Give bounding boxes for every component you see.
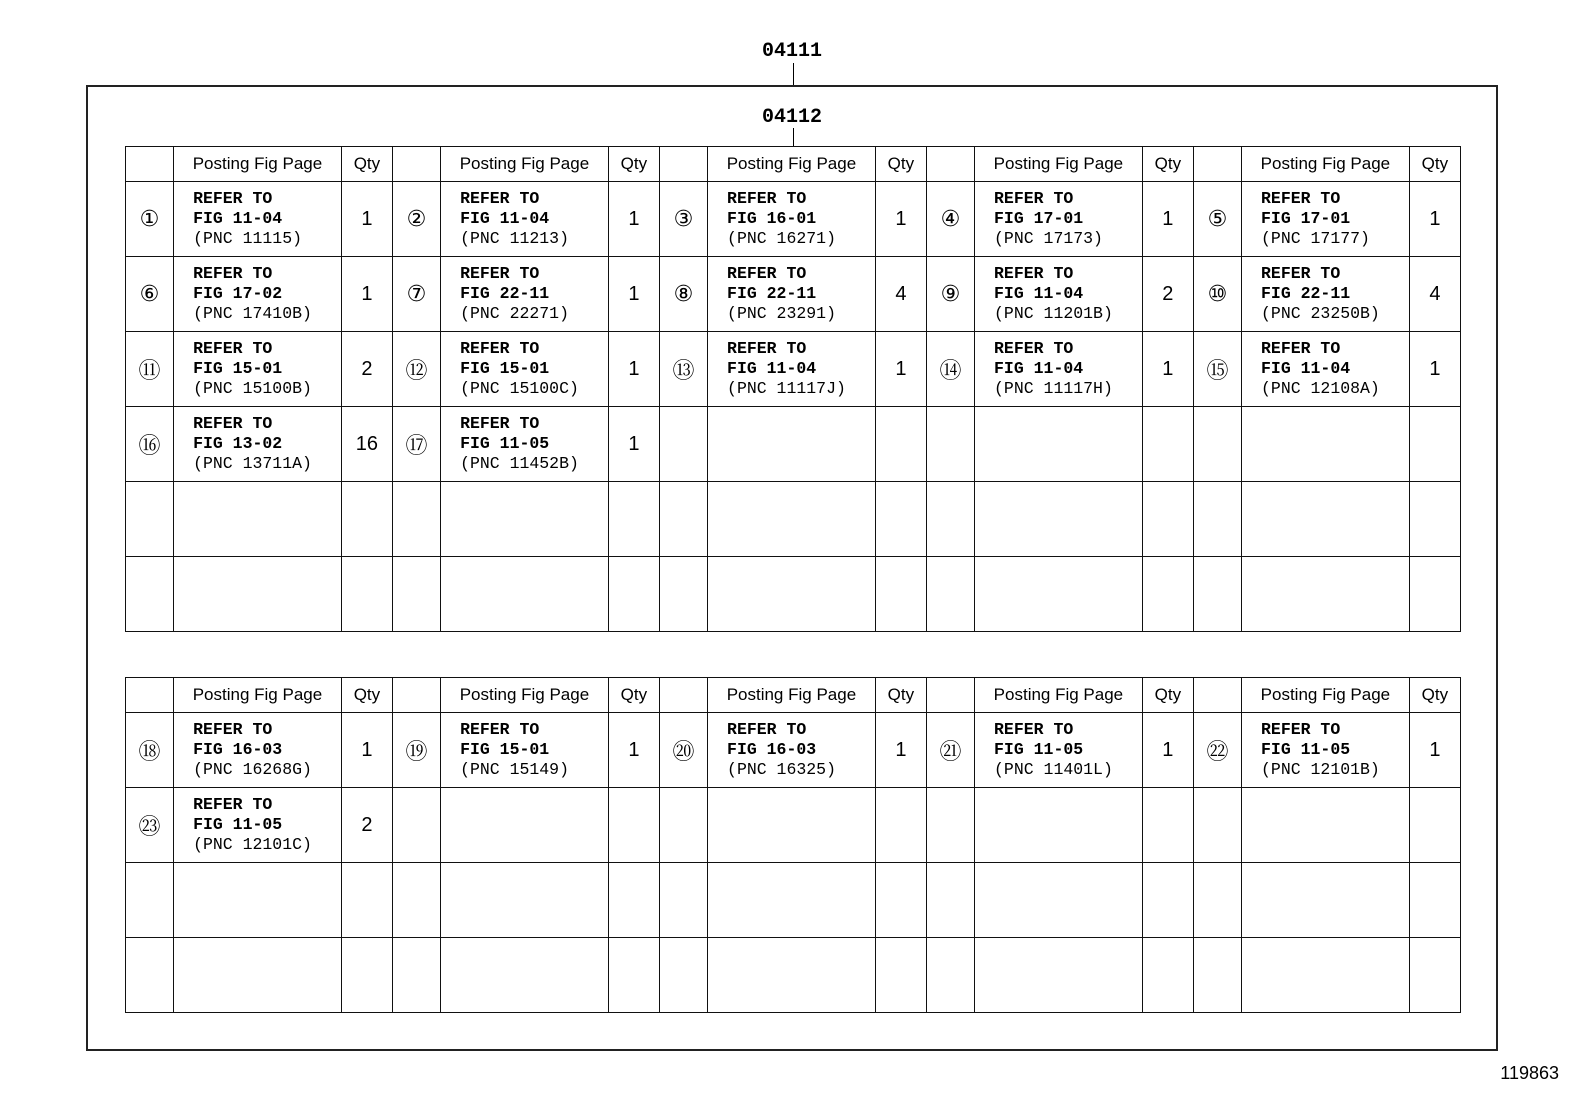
refer-to-text: REFER TO xyxy=(994,189,1074,208)
quantity-cell: 1 xyxy=(875,713,926,788)
callout-number: ㉑ xyxy=(926,713,974,788)
header-blank xyxy=(392,678,440,713)
pnc-text: (PNC 15100C) xyxy=(460,379,579,398)
quantity-cell xyxy=(875,407,926,482)
quantity-cell xyxy=(608,863,659,938)
quantity-cell: 1 xyxy=(341,182,392,257)
quantity-cell: 1 xyxy=(608,713,659,788)
fig-page-text: FIG 11-05 xyxy=(994,740,1084,759)
header-qty: Qty xyxy=(1142,678,1193,713)
quantity-cell xyxy=(1409,788,1460,863)
header-posting: Posting Fig Page xyxy=(174,678,342,713)
quantity-cell: 2 xyxy=(341,788,392,863)
table-row xyxy=(126,557,1461,632)
quantity-cell xyxy=(875,863,926,938)
quantity-cell xyxy=(341,557,392,632)
quantity-cell xyxy=(875,482,926,557)
pnc-text: (PNC 12108A) xyxy=(1261,379,1380,398)
posting-reference xyxy=(1242,863,1410,938)
posting-reference xyxy=(708,482,876,557)
posting-reference xyxy=(708,407,876,482)
posting-reference xyxy=(174,863,342,938)
posting-reference xyxy=(1242,257,1410,332)
pnc-text: (PNC 16268G) xyxy=(193,760,312,779)
refer-to-text: REFER TO xyxy=(1261,339,1341,358)
refer-to-text: REFER TO xyxy=(460,264,540,283)
callout-number xyxy=(926,938,974,1013)
callout-number: ⑦ xyxy=(392,257,440,332)
fig-page-text: FIG 17-02 xyxy=(193,284,283,303)
table-row xyxy=(126,257,1461,332)
pnc-text: (PNC 15149) xyxy=(460,760,569,779)
posting-reference xyxy=(174,482,342,557)
table-header-row xyxy=(126,147,1461,182)
fig-page-text: FIG 16-03 xyxy=(193,740,283,759)
quantity-cell: 1 xyxy=(1142,332,1193,407)
pnc-text: (PNC 17410B) xyxy=(193,304,312,323)
callout-number xyxy=(926,407,974,482)
quantity-cell xyxy=(1142,407,1193,482)
fig-page-text: FIG 11-04 xyxy=(193,209,283,228)
table-row xyxy=(126,863,1461,938)
refer-to-text: REFER TO xyxy=(727,339,807,358)
posting-reference xyxy=(708,557,876,632)
refer-to-text: REFER TO xyxy=(193,795,273,814)
quantity-cell xyxy=(1142,788,1193,863)
callout-number: ⑮ xyxy=(1193,332,1241,407)
header-blank xyxy=(926,147,974,182)
posting-reference xyxy=(441,788,609,863)
header-qty: Qty xyxy=(875,678,926,713)
quantity-cell: 1 xyxy=(875,332,926,407)
quantity-cell: 1 xyxy=(341,713,392,788)
posting-reference xyxy=(174,788,342,863)
parts-table-upper xyxy=(125,146,1461,632)
header-posting: Posting Fig Page xyxy=(441,147,609,182)
quantity-cell: 1 xyxy=(1142,713,1193,788)
callout-number xyxy=(659,788,707,863)
fig-page-text: FIG 17-01 xyxy=(994,209,1084,228)
header-posting: Posting Fig Page xyxy=(975,678,1143,713)
table-row xyxy=(126,788,1461,863)
callout-number xyxy=(659,938,707,1013)
table-row xyxy=(126,938,1461,1013)
fig-page-text: FIG 11-05 xyxy=(1261,740,1351,759)
refer-to-text: REFER TO xyxy=(994,339,1074,358)
callout-number xyxy=(392,788,440,863)
posting-reference xyxy=(1242,332,1410,407)
pnc-text: (PNC 16325) xyxy=(727,760,836,779)
header-blank xyxy=(126,147,174,182)
outer-leader-line xyxy=(793,63,794,85)
callout-number: ④ xyxy=(926,182,974,257)
callout-number xyxy=(926,863,974,938)
fig-page-text: FIG 22-11 xyxy=(727,284,817,303)
posting-reference xyxy=(975,332,1143,407)
header-qty: Qty xyxy=(608,147,659,182)
fig-page-text: FIG 22-11 xyxy=(1261,284,1351,303)
pnc-text: (PNC 11452B) xyxy=(460,454,579,473)
header-blank xyxy=(392,147,440,182)
posting-reference xyxy=(1242,482,1410,557)
callout-number: ⑧ xyxy=(659,257,707,332)
callout-number: ⑰ xyxy=(392,407,440,482)
posting-reference xyxy=(174,938,342,1013)
pnc-text: (PNC 11201B) xyxy=(994,304,1113,323)
posting-reference xyxy=(1242,407,1410,482)
callout-number: ⑱ xyxy=(126,713,174,788)
quantity-cell xyxy=(875,788,926,863)
callout-number xyxy=(1193,482,1241,557)
posting-reference xyxy=(441,713,609,788)
callout-number xyxy=(126,938,174,1013)
posting-reference xyxy=(1242,788,1410,863)
header-blank xyxy=(1193,147,1241,182)
quantity-cell xyxy=(341,938,392,1013)
header-posting: Posting Fig Page xyxy=(708,678,876,713)
quantity-cell xyxy=(1142,482,1193,557)
header-posting: Posting Fig Page xyxy=(174,147,342,182)
posting-reference xyxy=(975,257,1143,332)
header-posting: Posting Fig Page xyxy=(1242,147,1410,182)
header-blank xyxy=(126,678,174,713)
pnc-text: (PNC 11401L) xyxy=(994,760,1113,779)
callout-number: ⑭ xyxy=(926,332,974,407)
quantity-cell: 1 xyxy=(1142,182,1193,257)
fig-page-text: FIG 17-01 xyxy=(1261,209,1351,228)
header-qty: Qty xyxy=(1409,678,1460,713)
callout-number xyxy=(1193,407,1241,482)
posting-reference xyxy=(975,863,1143,938)
posting-reference xyxy=(1242,713,1410,788)
quantity-cell: 2 xyxy=(341,332,392,407)
callout-number: ① xyxy=(126,182,174,257)
quantity-cell xyxy=(1409,863,1460,938)
callout-number: ⑥ xyxy=(126,257,174,332)
quantity-cell: 1 xyxy=(1409,182,1460,257)
refer-to-text: REFER TO xyxy=(727,720,807,739)
posting-reference xyxy=(708,182,876,257)
posting-reference xyxy=(174,332,342,407)
inner-code-label: 04112 xyxy=(762,106,823,129)
callout-number xyxy=(1193,557,1241,632)
pnc-text: (PNC 17177) xyxy=(1261,229,1370,248)
callout-number: ⑬ xyxy=(659,332,707,407)
quantity-cell: 1 xyxy=(341,257,392,332)
refer-to-text: REFER TO xyxy=(193,414,273,433)
callout-number: ⑫ xyxy=(392,332,440,407)
document-number: 119863 xyxy=(1500,1063,1559,1083)
callout-number xyxy=(926,557,974,632)
callout-number xyxy=(659,863,707,938)
header-qty: Qty xyxy=(608,678,659,713)
callout-number xyxy=(659,557,707,632)
posting-reference xyxy=(708,257,876,332)
posting-reference xyxy=(975,182,1143,257)
posting-reference xyxy=(174,407,342,482)
callout-number xyxy=(126,557,174,632)
posting-reference xyxy=(441,863,609,938)
posting-reference xyxy=(708,938,876,1013)
posting-reference xyxy=(174,257,342,332)
refer-to-text: REFER TO xyxy=(193,189,273,208)
refer-to-text: REFER TO xyxy=(1261,189,1341,208)
pnc-text: (PNC 23250B) xyxy=(1261,304,1380,323)
pnc-text: (PNC 11117H) xyxy=(994,379,1113,398)
callout-number: ⑲ xyxy=(392,713,440,788)
quantity-cell xyxy=(1142,557,1193,632)
posting-reference xyxy=(1242,182,1410,257)
refer-to-text: REFER TO xyxy=(460,339,540,358)
header-qty: Qty xyxy=(1142,147,1193,182)
table-row xyxy=(126,713,1461,788)
quantity-cell xyxy=(1409,557,1460,632)
posting-reference xyxy=(975,713,1143,788)
table-row xyxy=(126,182,1461,257)
fig-page-text: FIG 22-11 xyxy=(460,284,550,303)
callout-number xyxy=(392,482,440,557)
header-blank xyxy=(659,678,707,713)
pnc-text: (PNC 22271) xyxy=(460,304,569,323)
header-blank xyxy=(926,678,974,713)
quantity-cell xyxy=(875,557,926,632)
pnc-text: (PNC 11213) xyxy=(460,229,569,248)
pnc-text: (PNC 17173) xyxy=(994,229,1103,248)
fig-page-text: FIG 16-01 xyxy=(727,209,817,228)
quantity-cell: 1 xyxy=(608,182,659,257)
refer-to-text: REFER TO xyxy=(193,339,273,358)
callout-number xyxy=(659,407,707,482)
fig-page-text: FIG 15-01 xyxy=(460,359,550,378)
fig-page-text: FIG 16-03 xyxy=(727,740,817,759)
quantity-cell: 1 xyxy=(608,257,659,332)
quantity-cell: 1 xyxy=(1409,332,1460,407)
posting-reference xyxy=(975,407,1143,482)
callout-number xyxy=(926,482,974,557)
fig-page-text: FIG 11-04 xyxy=(994,359,1084,378)
posting-reference xyxy=(708,788,876,863)
posting-reference xyxy=(441,182,609,257)
pnc-text: (PNC 23291) xyxy=(727,304,836,323)
outer-code-label: 04111 xyxy=(762,40,823,63)
callout-number xyxy=(126,482,174,557)
quantity-cell: 1 xyxy=(1409,713,1460,788)
pnc-text: (PNC 12101C) xyxy=(193,835,312,854)
posting-reference xyxy=(975,788,1143,863)
quantity-cell xyxy=(341,482,392,557)
posting-reference xyxy=(441,257,609,332)
posting-reference xyxy=(441,938,609,1013)
quantity-cell xyxy=(608,788,659,863)
header-qty: Qty xyxy=(1409,147,1460,182)
posting-reference xyxy=(975,938,1143,1013)
callout-number: ③ xyxy=(659,182,707,257)
callout-number xyxy=(392,557,440,632)
posting-reference xyxy=(174,713,342,788)
posting-reference xyxy=(441,332,609,407)
pnc-text: (PNC 12101B) xyxy=(1261,760,1380,779)
posting-reference xyxy=(174,557,342,632)
table-header-row xyxy=(126,678,1461,713)
posting-reference xyxy=(975,557,1143,632)
pnc-text: (PNC 13711A) xyxy=(193,454,312,473)
fig-page-text: FIG 11-05 xyxy=(193,815,283,834)
callout-number xyxy=(392,938,440,1013)
header-qty: Qty xyxy=(875,147,926,182)
fig-page-text: FIG 15-01 xyxy=(460,740,550,759)
posting-reference xyxy=(441,557,609,632)
quantity-cell xyxy=(1142,863,1193,938)
fig-page-text: FIG 11-05 xyxy=(460,434,550,453)
quantity-cell: 1 xyxy=(608,332,659,407)
refer-to-text: REFER TO xyxy=(1261,720,1341,739)
table-row xyxy=(126,482,1461,557)
posting-reference xyxy=(708,332,876,407)
callout-number: ⑨ xyxy=(926,257,974,332)
refer-to-text: REFER TO xyxy=(460,720,540,739)
quantity-cell xyxy=(875,938,926,1013)
table-row xyxy=(126,407,1461,482)
refer-to-text: REFER TO xyxy=(727,264,807,283)
refer-to-text: REFER TO xyxy=(460,189,540,208)
refer-to-text: REFER TO xyxy=(1261,264,1341,283)
fig-page-text: FIG 11-04 xyxy=(460,209,550,228)
refer-to-text: REFER TO xyxy=(727,189,807,208)
quantity-cell xyxy=(341,863,392,938)
fig-page-text: FIG 15-01 xyxy=(193,359,283,378)
table-row xyxy=(126,332,1461,407)
header-blank xyxy=(1193,678,1241,713)
header-blank xyxy=(659,147,707,182)
posting-reference xyxy=(174,182,342,257)
callout-number: ⑤ xyxy=(1193,182,1241,257)
pnc-text: (PNC 11117J) xyxy=(727,379,846,398)
header-posting: Posting Fig Page xyxy=(708,147,876,182)
quantity-cell xyxy=(1409,482,1460,557)
pnc-text: (PNC 16271) xyxy=(727,229,836,248)
quantity-cell xyxy=(608,557,659,632)
header-posting: Posting Fig Page xyxy=(975,147,1143,182)
header-posting: Posting Fig Page xyxy=(1242,678,1410,713)
posting-reference xyxy=(708,863,876,938)
quantity-cell: 16 xyxy=(341,407,392,482)
refer-to-text: REFER TO xyxy=(994,264,1074,283)
callout-number xyxy=(926,788,974,863)
fig-page-text: FIG 11-04 xyxy=(994,284,1084,303)
callout-number xyxy=(1193,863,1241,938)
pnc-text: (PNC 11115) xyxy=(193,229,302,248)
callout-number: ⑳ xyxy=(659,713,707,788)
header-posting: Posting Fig Page xyxy=(441,678,609,713)
callout-number: ② xyxy=(392,182,440,257)
quantity-cell xyxy=(1409,407,1460,482)
quantity-cell xyxy=(1142,938,1193,1013)
callout-number: ⑪ xyxy=(126,332,174,407)
quantity-cell: 1 xyxy=(875,182,926,257)
posting-reference xyxy=(975,482,1143,557)
callout-number xyxy=(392,863,440,938)
posting-reference xyxy=(441,407,609,482)
refer-to-text: REFER TO xyxy=(994,720,1074,739)
callout-number xyxy=(1193,788,1241,863)
refer-to-text: REFER TO xyxy=(193,720,273,739)
posting-reference xyxy=(1242,557,1410,632)
inner-leader-line xyxy=(793,128,794,146)
quantity-cell: 2 xyxy=(1142,257,1193,332)
header-qty: Qty xyxy=(341,678,392,713)
quantity-cell: 4 xyxy=(1409,257,1460,332)
posting-reference xyxy=(1242,938,1410,1013)
refer-to-text: REFER TO xyxy=(193,264,273,283)
callout-number: ㉒ xyxy=(1193,713,1241,788)
quantity-cell: 1 xyxy=(608,407,659,482)
callout-number: ⑯ xyxy=(126,407,174,482)
quantity-cell xyxy=(608,938,659,1013)
quantity-cell xyxy=(608,482,659,557)
header-qty: Qty xyxy=(341,147,392,182)
quantity-cell: 4 xyxy=(875,257,926,332)
posting-reference xyxy=(708,713,876,788)
fig-page-text: FIG 11-04 xyxy=(727,359,817,378)
callout-number xyxy=(1193,938,1241,1013)
callout-number: ⑩ xyxy=(1193,257,1241,332)
callout-number: ㉓ xyxy=(126,788,174,863)
fig-page-text: FIG 13-02 xyxy=(193,434,283,453)
pnc-text: (PNC 15100B) xyxy=(193,379,312,398)
refer-to-text: REFER TO xyxy=(460,414,540,433)
fig-page-text: FIG 11-04 xyxy=(1261,359,1351,378)
parts-table-lower xyxy=(125,677,1461,1013)
callout-number xyxy=(126,863,174,938)
callout-number xyxy=(659,482,707,557)
quantity-cell xyxy=(1409,938,1460,1013)
posting-reference xyxy=(441,482,609,557)
